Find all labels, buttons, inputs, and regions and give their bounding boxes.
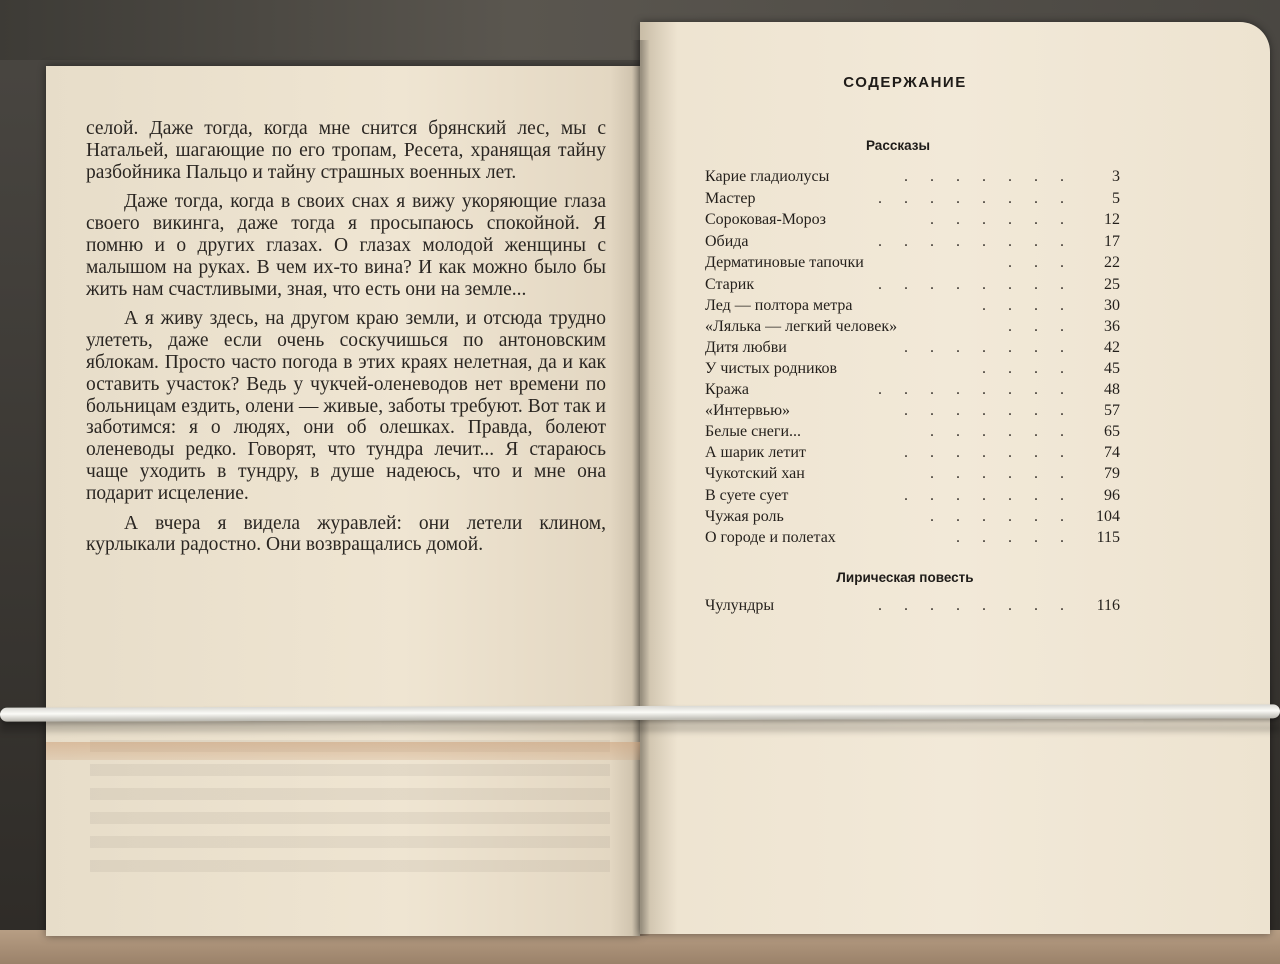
toc-entry-title: «Лялька — легкий человек»	[705, 318, 898, 335]
toc-entry	[705, 233, 1120, 255]
toc-entry-title: А шарик летит	[705, 444, 806, 461]
toc-entry	[705, 423, 1120, 445]
toc-leader-dots: ........	[878, 233, 1086, 250]
toc-entry-page: 79	[1104, 465, 1120, 482]
toc-entry	[705, 339, 1120, 361]
toc-leader-dots: ......	[930, 423, 1086, 440]
toc-entry-title: О городе и полетах	[705, 529, 836, 546]
toc-entry-title: Карие гладиолусы	[705, 168, 830, 185]
show-through-band	[46, 742, 640, 760]
paragraph-3: А я живу здесь, на другом краю земли, и отсюда трудно улететь, даже если очень соскучишься по антоновским яблокам. Просто часто погода в этих краях нелетная, да и как оставить участок? Ведь у чукчей-оленеводов нет времени по больницам ездить, олени — живые, заботы требуют. Вот так и заботимся: я о людях, они об олешках. Правда, болеют оленеводы редко. Говорят, что тундра лечит... Я стараюсь чаще уходить в тундру, в душе надеюсь, что и мне она подарит исцеление.	[86, 308, 606, 504]
toc-entry	[705, 444, 1120, 466]
toc-section-stories: Рассказы	[865, 138, 931, 153]
toc-entry	[705, 168, 1120, 190]
toc-leader-dots: .....	[956, 529, 1086, 546]
toc-leader-dots: .......	[904, 339, 1086, 356]
toc-entry	[705, 318, 1120, 340]
toc-entry-title: Белые снеги...	[705, 423, 802, 440]
toc-leader-dots: ........	[878, 276, 1086, 293]
toc-entry-title: Сороковая-Мороз	[705, 211, 826, 228]
cord-shadow	[0, 724, 1280, 732]
toc-leader-dots: .......	[904, 168, 1086, 185]
toc-leader-dots: .......	[904, 402, 1086, 419]
toc-leader-dots: ......	[930, 508, 1086, 525]
toc-section-novella: Лирическая повесть	[836, 570, 974, 585]
toc-leader-dots: ........	[878, 597, 1086, 614]
toc-title: СОДЕРЖАНИЕ	[843, 74, 967, 91]
toc-entry-title: В суете сует	[705, 487, 789, 504]
toc-entry	[705, 276, 1120, 298]
toc-entry-page: 74	[1104, 444, 1120, 461]
toc-entry	[705, 465, 1120, 487]
toc-entry-title: Чукотский хан	[705, 465, 805, 482]
toc-entry-page: 5	[1112, 190, 1120, 207]
toc-entry	[705, 529, 1120, 551]
toc-entry	[705, 360, 1120, 382]
toc-entry-page: 65	[1104, 423, 1120, 440]
toc-entry-page: 57	[1104, 402, 1120, 419]
paragraph-4: А вчера я видела журавлей: они летели клином, курлыкали радостно. Они возвращались домой.	[86, 512, 606, 556]
toc-entry	[705, 297, 1120, 319]
toc-leader-dots: ....	[982, 297, 1086, 314]
toc-entry	[705, 597, 1120, 619]
toc-entry	[705, 190, 1120, 212]
toc-entry	[705, 508, 1120, 530]
toc-entry	[705, 487, 1120, 509]
toc-entry-page: 25	[1104, 276, 1120, 293]
toc-leader-dots: ......	[930, 465, 1086, 482]
toc-entry-title: Кража	[705, 381, 749, 398]
toc-entry-page: 30	[1104, 297, 1120, 314]
left-page-text	[86, 118, 606, 556]
toc-leader-dots: ......	[930, 211, 1086, 228]
paragraph-1: селой. Даже тогда, когда мне снится брянский лес, мы с Натальей, шагающие по его тропам, Ресета, хранящая тайну разбойника Пальцо и тайну страшных военных лет.	[86, 118, 606, 183]
toc-entry	[705, 211, 1120, 233]
toc-leader-dots: .......	[904, 444, 1086, 461]
toc-leader-dots: ........	[878, 190, 1086, 207]
toc-entry-page: 36	[1104, 318, 1120, 335]
toc-entry-title: «Интервью»	[705, 402, 791, 419]
toc-leader-dots: ...	[1008, 254, 1086, 271]
toc-entry-page: 22	[1104, 254, 1120, 271]
toc-entry-page: 48	[1104, 381, 1120, 398]
toc-entry	[705, 402, 1120, 424]
toc-entry-title: Чулундры	[705, 597, 775, 614]
toc-leader-dots: .......	[904, 487, 1086, 504]
toc-leader-dots: ....	[982, 360, 1086, 377]
toc-entry-page: 96	[1104, 487, 1120, 504]
book-gutter	[632, 40, 650, 936]
paragraph-2: Даже тогда, когда в своих снах я вижу укоряющие глаза своего викинга, даже тогда я просыпаюсь спокойной. Я помню и о других глазах. О глазах молодой женщины с малышом на руках. В чем их-то вина? И как можно было бы жить нам счастливыми, зная, что есть они на земле...	[86, 191, 606, 300]
toc-leader-dots: ........	[878, 381, 1086, 398]
toc-entry-page: 115	[1096, 529, 1120, 546]
toc-entry-title: Старик	[705, 276, 755, 293]
toc-entry-title: Обида	[705, 233, 749, 250]
toc-entry	[705, 254, 1120, 276]
toc-entry-title: Дитя любви	[705, 339, 787, 356]
toc-entry-page: 42	[1104, 339, 1120, 356]
toc-entry-page: 104	[1096, 508, 1120, 525]
toc-entry-page: 3	[1112, 168, 1120, 185]
toc-entry-page: 116	[1096, 597, 1120, 614]
toc-entry-title: Мастер	[705, 190, 756, 207]
show-through-text	[90, 740, 610, 880]
toc-entry-page: 12	[1104, 211, 1120, 228]
toc-leader-dots: ...	[1008, 318, 1086, 335]
toc-entry-page: 17	[1104, 233, 1120, 250]
toc-entry-title: Лед — полтора метра	[705, 297, 853, 314]
toc-entry-title: Дерматиновые тапочки	[705, 254, 864, 271]
toc-entry-title: У чистых родников	[705, 360, 838, 377]
toc-entry-page: 45	[1104, 360, 1120, 377]
toc-entry-title: Чужая роль	[705, 508, 784, 525]
toc-entry	[705, 381, 1120, 403]
